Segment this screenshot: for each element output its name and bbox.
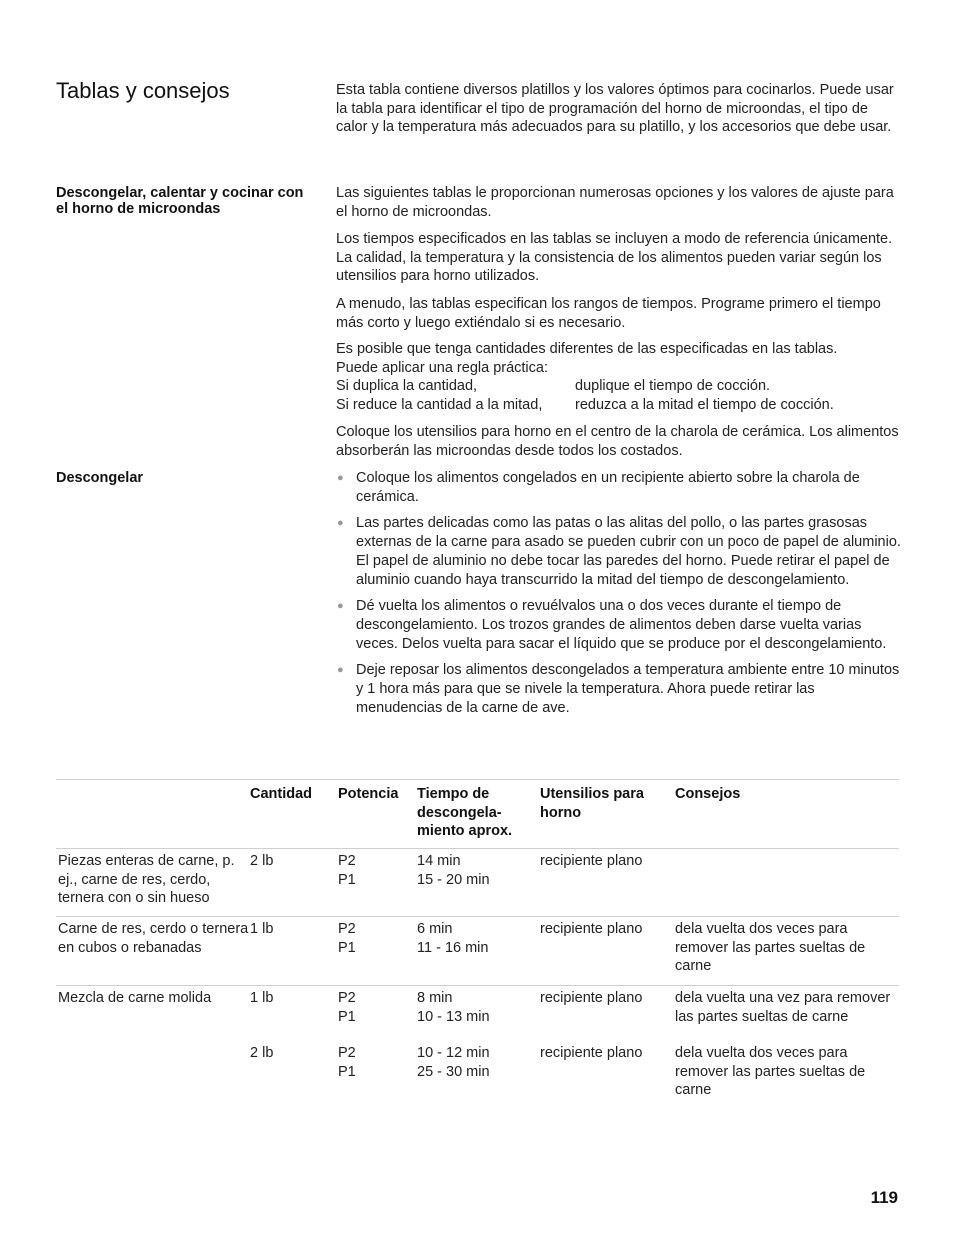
rule-of-thumb xyxy=(336,377,901,414)
cell-tip: dela vuelta dos veces para remover las partes sueltas de carne xyxy=(675,1045,866,1099)
rule-double-condition: Si duplica la cantidad, xyxy=(336,378,478,395)
table-row xyxy=(56,917,899,985)
rule-half-action: reduzca a la mitad el tiempo de cocción. xyxy=(575,397,834,414)
cell-time: 14 min 15 - 20 min xyxy=(417,853,490,888)
bullet-icon: ● xyxy=(337,600,344,613)
quantities-line-2: Puede aplicar una regla práctica: xyxy=(336,359,548,376)
bullet-item: ● Deje reposar los alimentos descongelados a temperatura ambiente entre 10 minutos y 1 hora más para que se nivele la temperatura. Ahora puede retirar las menudencias de la carne de ave. xyxy=(337,662,900,716)
defrost-bullet-list xyxy=(336,469,901,725)
rule-double-action: duplique el tiempo de cocción. xyxy=(575,378,771,395)
cell-quantity: 2 lb xyxy=(250,853,274,869)
defrost-table xyxy=(56,779,899,1108)
table-header-row xyxy=(56,780,899,848)
table-row xyxy=(56,849,899,916)
paragraph-placement: Coloque los utensilios para horno en el centro de la charola de cerámica. Los alimentos absorberán las microondas desde todos los costados. xyxy=(336,424,899,459)
paragraph-options: Las siguientes tablas le proporcionan numerosas opciones y los valores de ajuste para el horno de microondas. xyxy=(336,185,894,220)
cell-item: Piezas enteras de carne, p. ej., carne de res, cerdo, ternera con o sin hueso xyxy=(58,853,235,907)
paragraph-ranges: A menudo, las tablas especifican los rangos de tiempos. Programe primero el tiempo más corto y luego extiéndalo si es necesario. xyxy=(336,296,881,331)
cell-utensil: recipiente plano xyxy=(540,990,643,1006)
bullet-item: ● Las partes delicadas como las patas o las alitas del pollo, o las partes grasosas externas de la carne para asado se pueden cubrir con un poco de papel de aluminio. El papel de aluminio no debe tocar las paredes del horno. Puede retirar el papel de aluminio cuando haya transcurrido la mitad del tiempo de descongelamiento. xyxy=(337,515,901,588)
header-item-blank xyxy=(56,785,250,848)
page-number: 119 xyxy=(870,1188,898,1207)
cell-quantity: 2 lb xyxy=(250,1045,274,1061)
cell-utensil: recipiente plano xyxy=(540,921,643,937)
cell-tip: dela vuelta dos veces para remover las partes sueltas de carne xyxy=(675,921,866,975)
header-utensils: Utensilios para horno xyxy=(540,786,644,821)
cell-utensil: recipiente plano xyxy=(540,853,643,869)
cell-tip: dela vuelta una vez para remover las partes sueltas de carne xyxy=(675,990,891,1025)
bullet-item: ● Dé vuelta los alimentos o revuélvalos una o dos veces durante el tiempo de descongelamiento. Los trozos grandes de alimentos deben darse vuelta varias veces. Delos vuelta para sacar el líquido que se produce por el descongelamiento. xyxy=(337,598,887,652)
cell-time: 10 - 12 min 25 - 30 min xyxy=(417,1045,490,1080)
paragraph-quantities xyxy=(336,340,901,415)
header-tips: Consejos xyxy=(675,786,741,802)
cell-utensil: recipiente plano xyxy=(540,1045,643,1061)
bullet-icon: ● xyxy=(337,472,344,484)
cell-time: 6 min 11 - 16 min xyxy=(417,921,489,956)
cell-power: P2 P1 xyxy=(338,1045,356,1080)
bullet-item: ● Coloque los alimentos congelados en un recipiente abierto sobre la charola de cerámica. xyxy=(337,470,860,505)
cell-power: P2 P1 xyxy=(338,921,356,956)
cell-item: Carne de res, cerdo o ternera en cubos o rebanadas xyxy=(58,921,249,956)
cell-time: 8 min 10 - 13 min xyxy=(417,990,490,1025)
cell-quantity: 1 lb xyxy=(250,921,274,937)
cell-power: P2 P1 xyxy=(338,990,356,1025)
rule-half-condition: Si reduce la cantidad a la mitad, xyxy=(336,397,543,414)
header-defrost-time: Tiempo de descongela- miento aprox. xyxy=(417,786,513,840)
section-heading-microwave: Descongelar, calentar y cocinar con el horno de microondas xyxy=(56,185,304,217)
intro-paragraph: Esta tabla contiene diversos platillos y los valores óptimos para cocinarlos. Puede usar la tabla para identificar el tipo de programación del horno de microondas, el tipo de calor y la temperatura más adecuados para su platillo, y los accesorios que debe usar. xyxy=(336,82,894,136)
page-title: Tablas y consejos xyxy=(56,78,230,103)
section-heading-defrost: Descongelar xyxy=(56,470,144,486)
table-row xyxy=(56,986,899,1041)
cell-quantity: 1 lb xyxy=(250,990,274,1006)
bullet-icon: ● xyxy=(337,664,344,677)
cell-power: P2 P1 xyxy=(338,853,356,888)
header-power: Potencia xyxy=(338,786,399,802)
cell-tip xyxy=(675,852,899,916)
header-quantity: Cantidad xyxy=(250,786,313,802)
cell-item xyxy=(56,1044,250,1108)
quantities-line-1: Es posible que tenga cantidades diferentes de las especificadas en las tablas. xyxy=(336,341,838,357)
bullet-icon: ● xyxy=(337,517,344,530)
paragraph-times: Los tiempos especificados en las tablas se incluyen a modo de referencia únicamente. La calidad, la temperatura y la consistencia de los alimentos pueden variar según los utensilios para horno utilizados. xyxy=(336,231,893,285)
cell-item: Mezcla de carne molida xyxy=(58,990,212,1006)
table-row xyxy=(56,1041,899,1108)
